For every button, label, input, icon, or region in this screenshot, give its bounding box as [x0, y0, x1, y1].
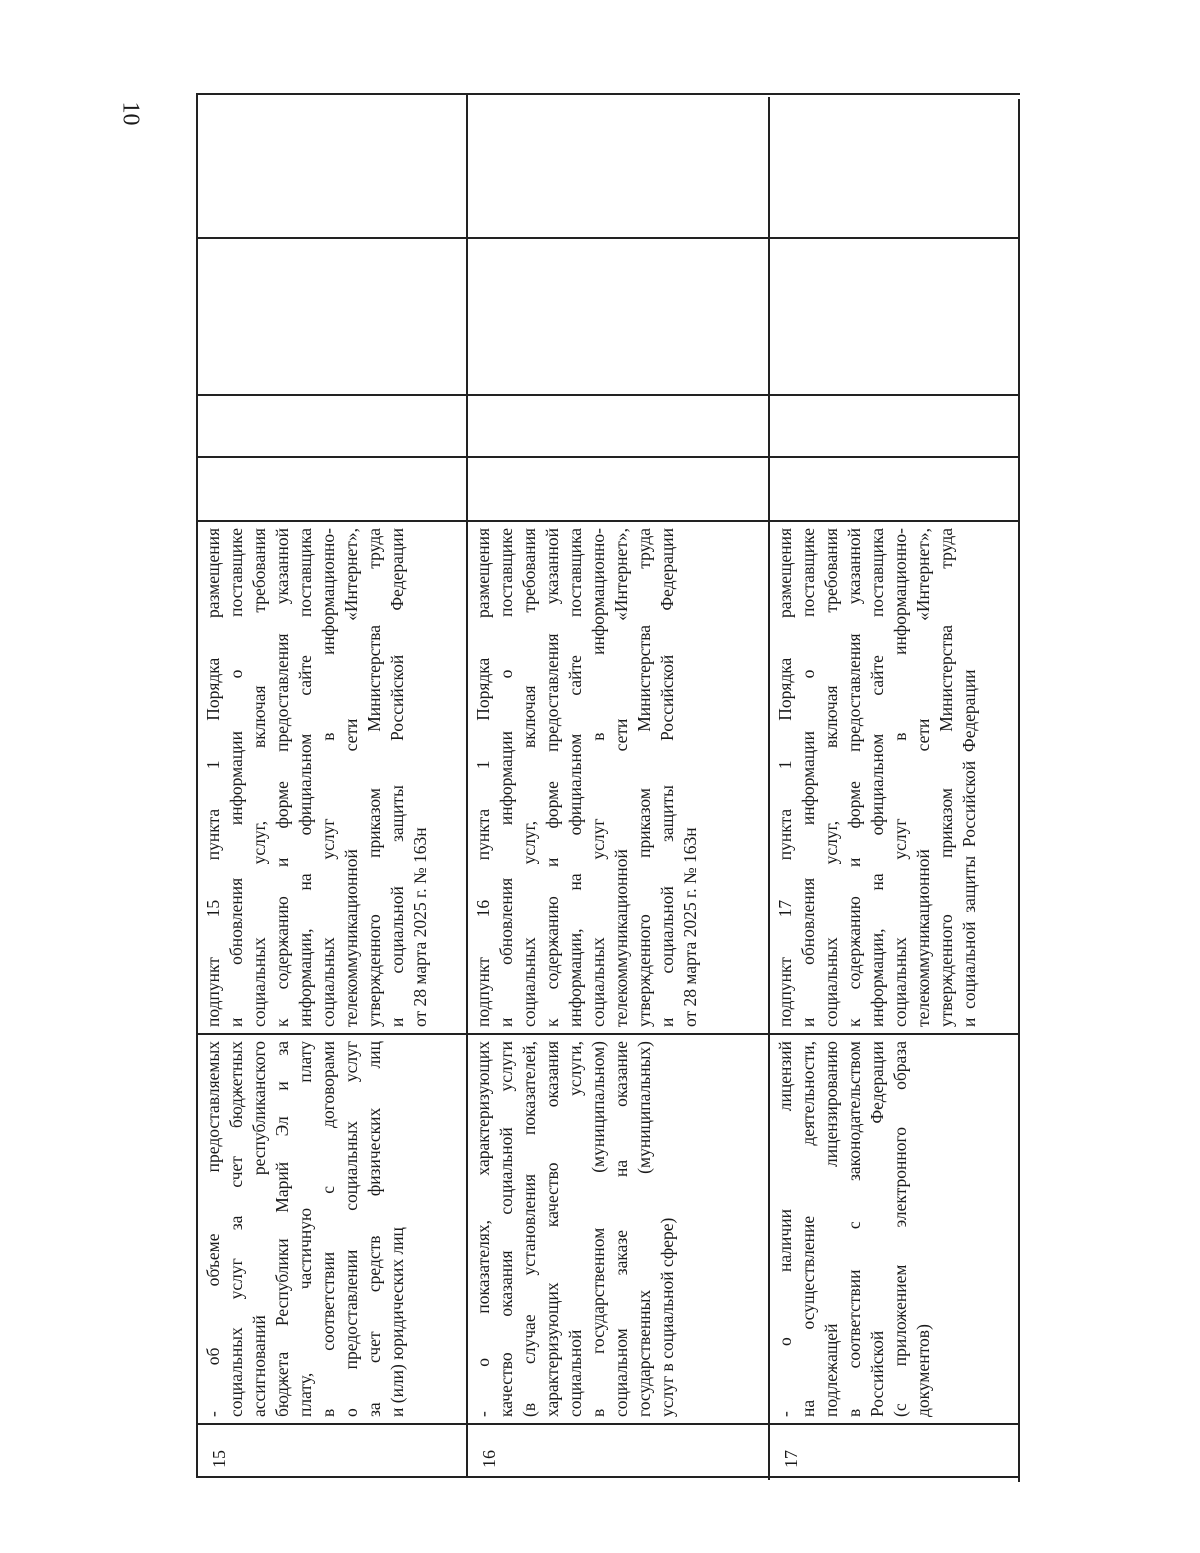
text-line: бюджета Республики Марий Эл и за [272, 1041, 292, 1417]
text-line: утвержденного приказом Министерства труда [364, 528, 384, 1027]
text-line: - о показателях, характеризующих [473, 1041, 493, 1417]
text-line: и социальной защиты Российской Федерации [657, 528, 677, 1027]
text-line: за счет средств физических лиц [364, 1041, 384, 1417]
text-line: ассигнований республиканского [249, 1041, 269, 1417]
text-line: информации, на официальном сайте поставщика [295, 528, 315, 1027]
text-line: социальных услуг, включая требования [519, 528, 539, 1027]
text-line: информации, на официальном сайте поставщика [565, 528, 585, 1027]
text-line: и (или) юридических лиц [387, 1227, 407, 1417]
text-line: (с приложением электронного образа [890, 1041, 910, 1417]
text-line: социальных услуг в информационно- [588, 528, 608, 1027]
text-line: документов) [913, 1324, 933, 1417]
text-line: и социальной защиты Российской Федерации [387, 528, 407, 1027]
page-number: 10 [117, 101, 144, 126]
text-line: качество оказания социальной услуги [496, 1041, 516, 1417]
table-border-right [196, 93, 1020, 95]
text-line: социальных услуг в информационно- [318, 528, 338, 1027]
text-line: социальных услуг, включая требования [821, 528, 841, 1027]
text-line: социальной услуги, [565, 1041, 585, 1417]
text-line: и социальной защиты Российской Федерации [959, 669, 979, 1027]
col-divider-3 [196, 456, 1020, 458]
text-line: подпункт 17 пункта 1 Порядка размещения [775, 528, 795, 1027]
row-17-info-cell [770, 1035, 1016, 1423]
text-line: о предоставлении социальных услуг [341, 1041, 361, 1417]
text-line: характеризующих качество оказания [542, 1041, 562, 1417]
text-line: телекоммуникационной сети «Интернет», [611, 528, 631, 1027]
text-line: от 28 марта 2025 г. № 163н [680, 827, 700, 1027]
row-number-17: 17 [781, 1450, 801, 1468]
text-line: (в случае установления показателей, [519, 1041, 539, 1417]
table-border-left [196, 1476, 1020, 1478]
text-line: телекоммуникационной сети «Интернет», [913, 528, 933, 1027]
row-number-16: 16 [479, 1450, 499, 1468]
text-line: к содержанию и форме предоставления указанной [272, 528, 292, 1027]
text-line: и обновления информации о поставщике [496, 528, 516, 1027]
text-line: и обновления информации о поставщике [226, 528, 246, 1027]
text-line: в государственном (муниципальном) [588, 1041, 608, 1417]
row-number-15: 15 [209, 1450, 229, 1468]
text-line: социальных услуг, включая требования [249, 528, 269, 1027]
row-16-info-cell [468, 1035, 766, 1423]
text-line: государственных (муниципальных) [634, 1041, 654, 1417]
row-15-basis-cell [198, 522, 464, 1033]
row-15-info-cell [198, 1035, 464, 1423]
text-line: к содержанию и форме предоставления указанной [542, 528, 562, 1027]
text-line: в соответствии с законодательством [844, 1041, 864, 1417]
text-line: - о наличии лицензий [775, 1041, 795, 1417]
text-line: услуг в социальной сфере) [657, 1217, 677, 1417]
text-line: социальных услуг за счет бюджетных [226, 1041, 246, 1417]
text-line: и обновления информации о поставщике [798, 528, 818, 1027]
text-line: утвержденного приказом Министерства труда [634, 528, 654, 1027]
text-line: - об объеме предоставляемых [203, 1041, 223, 1417]
text-line: утвержденного приказом Министерства труда [936, 528, 956, 1027]
text-line: от 28 марта 2025 г. № 163н [410, 827, 430, 1027]
text-line: социальных услуг в информационно- [890, 528, 910, 1027]
text-line: информации, на официальном сайте поставщика [867, 528, 887, 1027]
text-line: подпункт 15 пункта 1 Порядка размещения [203, 528, 223, 1027]
table-border-bottom [1018, 99, 1020, 1482]
text-line: подлежащей лицензированию [821, 1041, 841, 1417]
col-divider-1 [196, 237, 1020, 239]
text-line: телекоммуникационной сети «Интернет», [341, 528, 361, 1027]
text-line: плату, частичную плату [295, 1041, 315, 1417]
text-line: социальном заказе на оказание [611, 1041, 631, 1417]
text-line: подпункт 16 пункта 1 Порядка размещения [473, 528, 493, 1027]
text-line: Российской Федерации [867, 1041, 887, 1417]
row-17-basis-cell [770, 522, 1016, 1033]
text-line: в соответствии с договорами [318, 1041, 338, 1417]
row-16-basis-cell [468, 522, 766, 1033]
text-line: на осуществление деятельности, [798, 1041, 818, 1417]
col-divider-2 [196, 394, 1020, 396]
text-line: к содержанию и форме предоставления указанной [844, 528, 864, 1027]
